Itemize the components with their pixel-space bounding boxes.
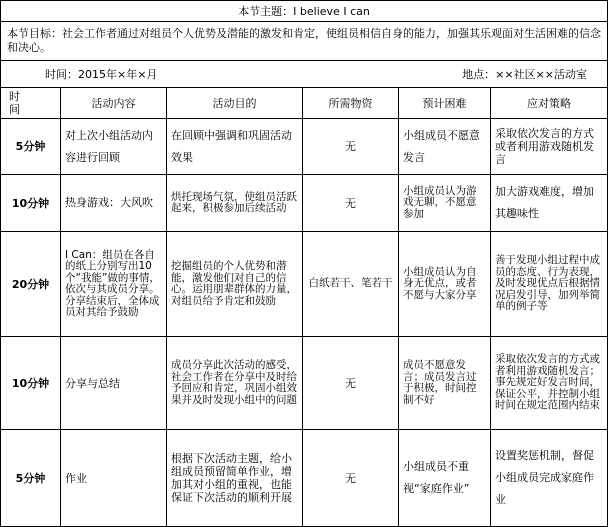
- row-time: 5分钟: [1, 430, 61, 527]
- row-purpose: 根据下次活动主题，给小组成员预留简单作业，增加其对小组的重视，也能保证下次活动的顺利开展: [167, 430, 303, 527]
- session-title: 本节主题：I believe I can: [1, 1, 608, 22]
- row-difficulty: 小组成员不重视“家庭作业”: [399, 430, 491, 527]
- row-time: 10分钟: [1, 337, 61, 430]
- row-materials: 无: [303, 430, 399, 527]
- row-strategy: 善于发现小组过程中成员的态度、行为表现，及时发现优点后根据情况启发引导，加列举简单的例子等: [491, 232, 608, 337]
- row-purpose: 在回顾中强调和巩固活动效果: [167, 119, 303, 175]
- table-row: [1, 232, 608, 337]
- row-strategy: 加大游戏难度，增加其趣味性: [491, 175, 608, 232]
- header-strategy: 应对策略: [491, 88, 608, 119]
- header-content: 活动内容: [61, 88, 167, 119]
- table-row: [1, 337, 608, 430]
- header-time: 时 间: [1, 88, 61, 119]
- row-strategy: 采取依次发言的方式或者利用游戏随机发言: [491, 119, 608, 175]
- row-difficulty: 小组成员不愿意发言: [399, 119, 491, 175]
- row-time: 10分钟: [1, 175, 61, 232]
- row-difficulty: 成员不愿意发言；成员发言过于积极，时间控制不好: [399, 337, 491, 430]
- row-purpose: 烘托现场气氛，使组员活跃起来，积极参加后续活动: [167, 175, 303, 232]
- session-place: 地点：××社区××活动室: [462, 67, 588, 81]
- row-difficulty: 小组成员认为游戏无聊，不愿意参加: [399, 175, 491, 232]
- row-materials: 无: [303, 119, 399, 175]
- row-content: 热身游戏：大风吹: [61, 175, 167, 232]
- row-materials: 无: [303, 175, 399, 232]
- table-row: [1, 119, 608, 175]
- row-content: 作业: [61, 430, 167, 527]
- session-time: 时间：2015年×年×月: [45, 67, 158, 81]
- row-difficulty: 小组成员认为自身无优点，或者不愿与大家分享: [399, 232, 491, 337]
- row-materials: 无: [303, 337, 399, 430]
- row-content: 对上次小组活动内容进行回顾: [61, 119, 167, 175]
- header-materials: 所需物资: [303, 88, 399, 119]
- row-strategy: 设置奖惩机制，督促小组成员完成家庭作业: [491, 430, 608, 527]
- header-difficulty: 预计困难: [399, 88, 491, 119]
- session-goal: 本节目标：社会工作者通过对组员个人优势及潜能的激发和肯定，使组员相信自身的能力，加强其乐观面对生活困难的信念和决心。: [1, 22, 608, 61]
- time-place-row: [1, 61, 608, 88]
- table-row: [1, 175, 608, 232]
- row-content: 分享与总结: [61, 337, 167, 430]
- row-time: 20分钟: [1, 232, 61, 337]
- table-header-row: [1, 88, 608, 119]
- row-content: I Can：组员在各自的纸上分别写出10个“我能”做的事情，依次与其成员分享。分享结束后，全体成员对其给予鼓励: [61, 232, 167, 337]
- row-purpose: 成员分享此次活动的感受，社会工作者在分享中及时给予回应和肯定，巩固小组效果并及时发现小组中的问题: [167, 337, 303, 430]
- row-purpose: 挖掘组员的个人优势和潜能，激发他们对自己的信心。运用朋辈群体的力量，对组员给予肯定和鼓励: [167, 232, 303, 337]
- header-purpose: 活动目的: [167, 88, 303, 119]
- row-materials: 白纸若干、笔若干: [303, 232, 399, 337]
- row-time: 5分钟: [1, 119, 61, 175]
- row-strategy: 采取依次发言的方式或者利用游戏随机发言；事先规定好发言时间，保证公平，并控制小组时间在规定范围内结束: [491, 337, 608, 430]
